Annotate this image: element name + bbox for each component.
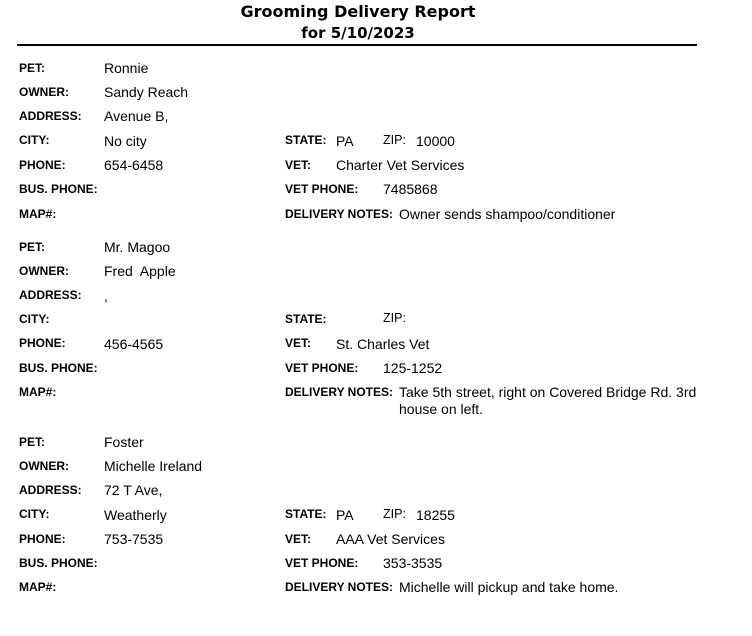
vet-label: VET:: [285, 336, 312, 350]
delivery-notes-value: Owner sends shampoo/conditioner: [399, 206, 616, 222]
bus-phone-label: BUS. PHONE:: [19, 361, 98, 375]
vet-value: St. Charles Vet: [336, 336, 430, 352]
city-value: Weatherly: [104, 507, 167, 523]
vet-phone-label: VET PHONE:: [285, 182, 359, 196]
owner-value: Michelle Ireland: [104, 458, 203, 474]
vet-label: VET:: [285, 158, 312, 172]
zip-value: 10000: [416, 133, 455, 149]
vet-value: Charter Vet Services: [336, 157, 465, 173]
state-label: STATE:: [285, 133, 327, 147]
owner-label: OWNER:: [19, 459, 69, 473]
phone-label: PHONE:: [19, 158, 66, 172]
bus-phone-label: BUS. PHONE:: [19, 182, 98, 196]
vet-phone-label: VET PHONE:: [285, 361, 359, 375]
state-value: PA: [336, 507, 354, 523]
address-label: ADDRESS:: [19, 288, 82, 302]
zip-label: ZIP:: [383, 507, 406, 521]
state-label: STATE:: [285, 312, 327, 326]
pet-value: Foster: [104, 434, 144, 450]
delivery-notes-value: Michelle will pickup and take home.: [399, 579, 619, 595]
city-value: No city: [104, 133, 147, 149]
pet-value: Mr. Magoo: [104, 239, 171, 255]
map-label: MAP#:: [19, 580, 57, 594]
address-label: ADDRESS:: [19, 483, 82, 497]
map-label: MAP#:: [19, 207, 57, 221]
bus-phone-label: BUS. PHONE:: [19, 556, 98, 570]
vet-value: AAA Vet Services: [336, 531, 445, 547]
vet-phone-value: 125-1252: [383, 360, 443, 376]
report-subtitle: for 5/10/2023: [301, 24, 415, 42]
map-label: MAP#:: [19, 385, 57, 399]
delivery-notes-value: Take 5th street, right on Covered Bridge Rd. 3rd house on left.: [399, 384, 697, 417]
phone-label: PHONE:: [19, 532, 66, 546]
address-value: ,: [104, 288, 108, 304]
phone-label: PHONE:: [19, 336, 66, 350]
address-value: Avenue B,: [104, 108, 169, 124]
phone-value: 456-4565: [104, 336, 164, 352]
pet-label: PET:: [19, 240, 46, 254]
address-label: ADDRESS:: [19, 109, 82, 123]
pet-label: PET:: [19, 435, 46, 449]
zip-label: ZIP:: [383, 311, 406, 325]
address-value: 72 T Ave,: [104, 482, 163, 498]
vet-phone-label: VET PHONE:: [285, 556, 359, 570]
city-label: CITY:: [19, 312, 50, 326]
vet-label: VET:: [285, 532, 312, 546]
owner-label: OWNER:: [19, 85, 69, 99]
phone-value: 753-7535: [104, 531, 164, 547]
delivery-notes-label: DELIVERY NOTES:: [285, 207, 394, 221]
phone-value: 654-6458: [104, 157, 164, 173]
city-label: CITY:: [19, 507, 50, 521]
vet-phone-value: 7485868: [383, 181, 438, 197]
delivery-notes-label: DELIVERY NOTES:: [285, 385, 394, 399]
owner-value: Fred Apple: [104, 263, 176, 279]
owner-value: Sandy Reach: [104, 84, 189, 100]
pet-value: Ronnie: [104, 60, 149, 76]
pet-label: PET:: [19, 61, 46, 75]
state-value: PA: [336, 133, 354, 149]
owner-label: OWNER:: [19, 264, 69, 278]
city-label: CITY:: [19, 133, 50, 147]
zip-value: 18255: [416, 507, 455, 523]
header-rule: [17, 44, 697, 46]
vet-phone-value: 353-3535: [383, 555, 443, 571]
delivery-notes-label: DELIVERY NOTES:: [285, 580, 394, 594]
zip-label: ZIP:: [383, 133, 406, 147]
report-title: Grooming Delivery Report: [240, 2, 476, 21]
state-label: STATE:: [285, 507, 327, 521]
